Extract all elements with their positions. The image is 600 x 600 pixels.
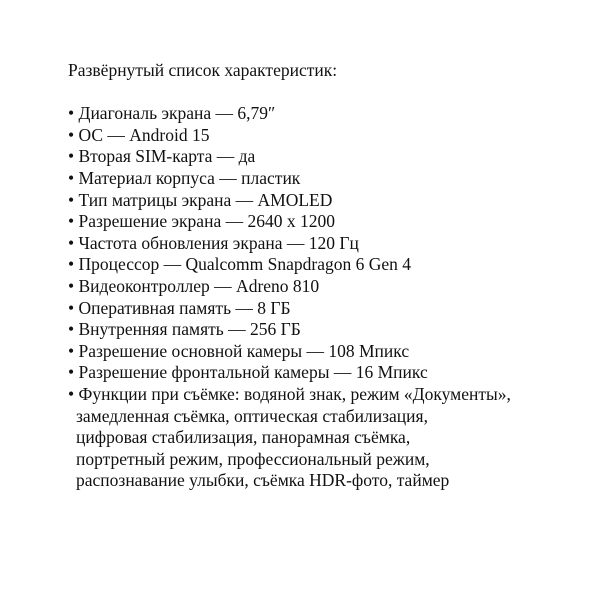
list-item: • Разрешение основной камеры — 108 Мпикс bbox=[68, 340, 410, 361]
list-item: • Внутренняя память — 256 ГБ bbox=[68, 319, 301, 340]
spec-list bbox=[68, 103, 511, 492]
list-item: • Оперативная память — 8 ГБ bbox=[68, 297, 291, 318]
spec-document bbox=[68, 60, 511, 492]
list-item-camera-features bbox=[68, 384, 511, 492]
list-item-line: цифровая стабилизация, панорамная съёмка, bbox=[76, 427, 411, 448]
list-item: • Диагональ экрана — 6,79″ bbox=[68, 103, 276, 124]
list-item: • Разрешение экрана — 2640 x 1200 bbox=[68, 211, 335, 232]
list-item: • Видеоконтроллер — Adreno 810 bbox=[68, 275, 320, 296]
list-item-line: замедленная съёмка, оптическая стабилизация, bbox=[76, 405, 428, 426]
list-item-line: • Функции при съёмке: водяной знак, режим «Документы», bbox=[68, 383, 511, 404]
list-item: • Частота обновления экрана — 120 Гц bbox=[68, 232, 359, 253]
document-heading: Развёрнутый список характеристик: bbox=[68, 60, 338, 80]
list-item: • ОС — Android 15 bbox=[68, 124, 210, 145]
list-item-line: портретный режим, профессиональный режим, bbox=[76, 448, 430, 469]
list-item: • Материал корпуса — пластик bbox=[68, 167, 301, 188]
list-item: • Вторая SIM-карта — да bbox=[68, 146, 256, 167]
list-item-line: распознавание улыбки, съёмка HDR-фото, таймер bbox=[76, 470, 450, 491]
list-item: • Разрешение фронтальной камеры — 16 Мпикс bbox=[68, 362, 428, 383]
list-item: • Процессор — Qualcomm Snapdragon 6 Gen 4 bbox=[68, 254, 412, 275]
list-item: • Тип матрицы экрана — AMOLED bbox=[68, 189, 333, 210]
